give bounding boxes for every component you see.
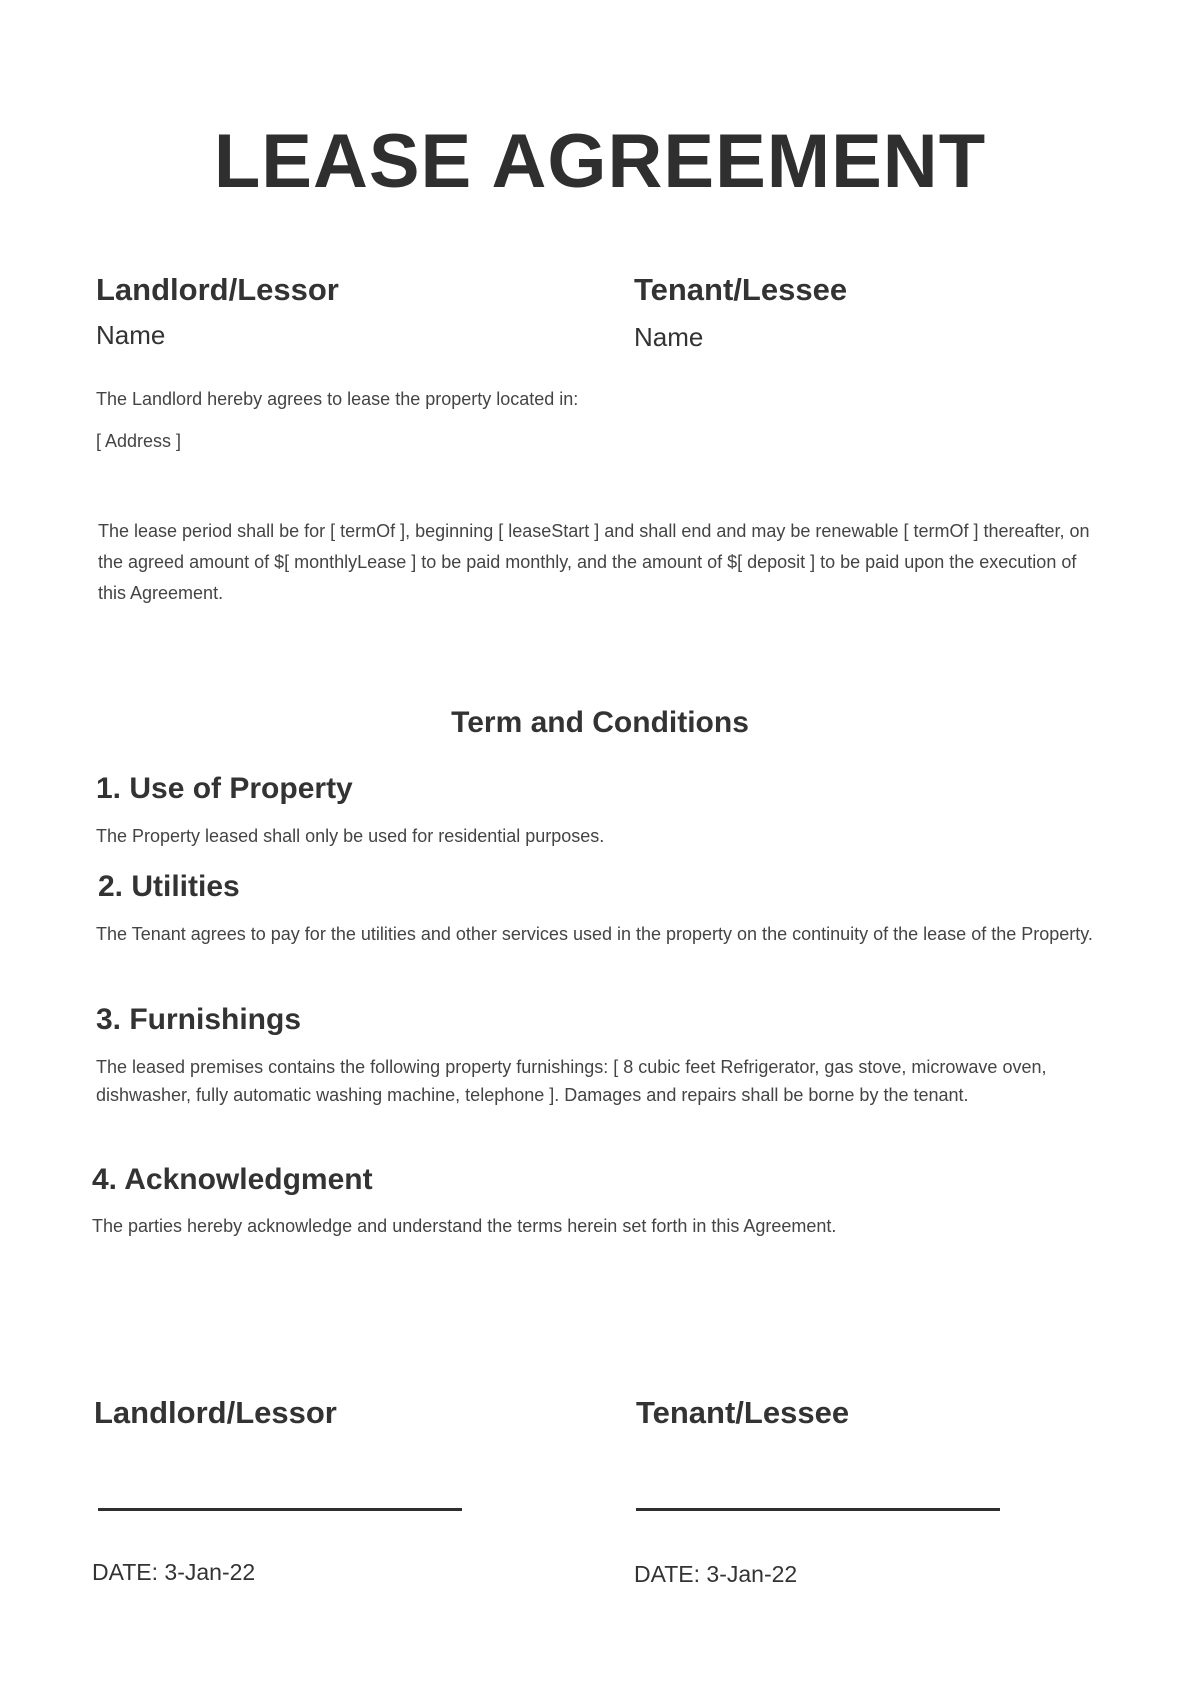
signature-tenant-heading: Tenant/Lessee (636, 1395, 850, 1430)
property-intro: The Landlord hereby agrees to lease the property located in: (96, 389, 579, 409)
tenant-signature-line (636, 1508, 1000, 1511)
tenant-name: Name (634, 322, 704, 352)
section-utilities-heading: 2. Utilities (98, 870, 240, 903)
section-use-of-property-heading: 1. Use of Property (96, 772, 353, 805)
landlord-signature-date: DATE: 3-Jan-22 (92, 1559, 256, 1585)
tenant-heading: Tenant/Lessee (634, 272, 848, 307)
lease-period-paragraph: The lease period shall be for [ termOf ], beginning [ leaseStart ] and shall end and may be renewable [ termOf ] thereafter, on the agreed amount of $[ monthlyLease ] to be paid monthly, and the amount of $[ deposit ] to be paid upon the execution of this Agreement. (98, 521, 1090, 603)
landlord-signature-line (98, 1508, 462, 1511)
section-utilities-body: The Tenant agrees to pay for the utilities and other services used in the property on the continuity of the lease of the Property. (96, 924, 1093, 944)
document-title: LEASE AGREEMENT (213, 119, 987, 204)
section-use-of-property-body: The Property leased shall only be used for residential purposes. (96, 826, 605, 846)
signature-landlord-heading: Landlord/Lessor (94, 1395, 337, 1430)
section-acknowledgment-body: The parties hereby acknowledge and understand the terms herein set forth in this Agreement. (92, 1216, 837, 1236)
property-address: [ Address ] (96, 431, 182, 451)
landlord-heading: Landlord/Lessor (96, 272, 339, 307)
tenant-signature-date: DATE: 3-Jan-22 (634, 1561, 798, 1587)
terms-heading: Term and Conditions (451, 706, 749, 739)
section-acknowledgment-heading: 4. Acknowledgment (92, 1163, 373, 1196)
landlord-name: Name (96, 320, 166, 350)
section-furnishings-body: The leased premises contains the following property furnishings: [ 8 cubic feet Refrigerator, gas stove, microwave oven, dishwasher, fully automatic washing machine, telephone ]. Damages and repairs shall be borne by the tenant. (96, 1057, 1047, 1105)
section-furnishings-heading: 3. Furnishings (96, 1003, 302, 1036)
